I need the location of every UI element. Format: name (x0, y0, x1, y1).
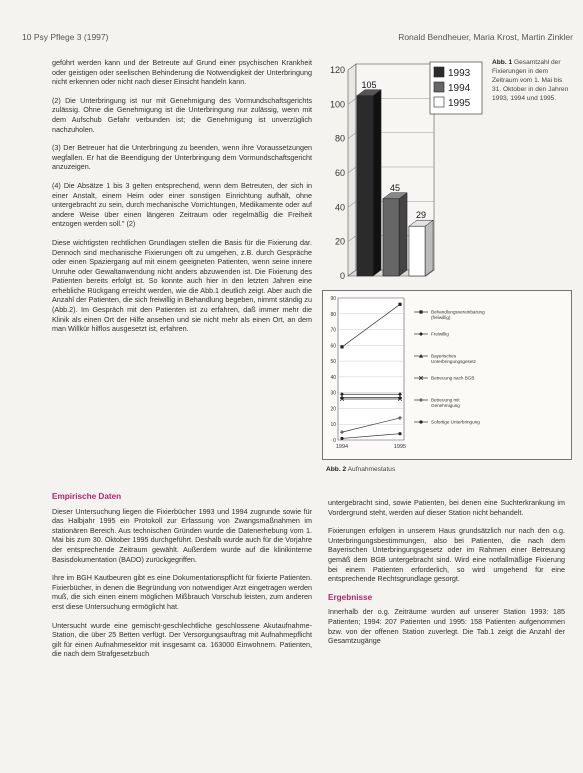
x-tick-label: 1995 (393, 444, 407, 450)
y-tick-label: 60 (330, 343, 336, 350)
admission-status-line-chart (322, 290, 572, 460)
section-heading: Ergebnisse (328, 592, 373, 602)
legend-label: 1994 (448, 83, 471, 94)
left-column-top (52, 58, 312, 343)
authors: Ronald Bendheuer, Maria Krost, Martin Zinkler (398, 32, 573, 42)
left-column-bottom (52, 492, 312, 668)
paragraph: Innerhalb der o.g. Zeiträume wurden auf unserer Station 1993: 185 Patienten; 1994: 207 Patienten und 1995: 158 Patienten aufgenommen bzw. von der offenen Station zuverlegt. Die Tab.1 zeigt die Anzahl der Gesamtzugänge (328, 607, 565, 646)
bar (357, 96, 373, 276)
paragraph: untergebracht sind, sowie Patienten, bei denen eine Suchterkrankung im Vordergrund steht, werden auf dieser Station nicht behandelt. (328, 498, 565, 517)
y-tick-label: 0 (339, 271, 345, 281)
paragraph: (2) Die Unterbringung ist nur mit Genehmigung des Vormundschaftsgerichts zulässig. Ohne die Genehmigung ist die Unterbringung nur zulässig, wenn mit dem Aufschub Gefahr verbunden ist; die Genehmigung ist unverzüglich nachzuholen. (52, 95, 312, 134)
legend-label-cont: (freiwillig) (431, 315, 451, 320)
series-marker (419, 420, 422, 423)
legend-label: 1995 (448, 98, 471, 109)
y-tick-label: 70 (330, 327, 336, 334)
legend-label-cont: Genehmigung (431, 403, 460, 408)
section-heading: Empirische Daten (52, 492, 122, 501)
legend-label: Betreuung mit (431, 397, 460, 403)
legend-label: 1993 (448, 68, 471, 79)
paragraph: (4) Die Absätze 1 bis 3 gelten entsprechend, wenn dem Betreuten, der sich in einer Anstalt, einem Heim oder einer sonstigen Einrichtung aufhält, ohne untergebracht zu sein, durch mechanische Vorrichtungen, Medikamente oder auf andere Weise über einen längeren Zeitraum oder regelmäßig die Freiheit entzogen werden soll." (2) (52, 180, 312, 229)
y-tick-label: 20 (334, 236, 345, 247)
figure1-label: Abb. 1 (492, 59, 513, 66)
fixation-bar-chart (322, 58, 484, 283)
series-marker (398, 303, 401, 306)
series-marker (419, 310, 422, 313)
figure2-text: Aufnahmestatus (347, 466, 396, 473)
plot-area (338, 298, 404, 440)
journal-issue: 10 Psy Pflege 3 (1997) (22, 32, 109, 42)
legend-label: Behandlungsvereinbarung (431, 309, 485, 315)
y-tick-label: 50 (330, 359, 336, 366)
y-tick-label: 60 (334, 168, 345, 178)
bar (383, 199, 399, 276)
bar-side (373, 90, 381, 276)
paragraph: Ihre im BGH Kautbeuren gibt es eine Dokumentationspflicht für fixierte Patienten. Fixierbücher, in denen die Begründung von notwendiger Arzt eingetragen werden muß, die sich einen einem möglichen Mißbrauch Vorschub leisten, zum anderen erst diese Untersuchung ermöglicht hat. (52, 573, 312, 611)
paragraph: Diese wichtigsten rechtlichen Grundlagen stellen die Basis für die Fixierung dar. Dennoch sind mechanische Fixierungen oft zu umgehen, z.B. durch Gespräche oder einen Spaziergang auf mit einem geeigneten Patienten, wenn seine innere Unruhe oder Gewaltanwendung nicht anders abzuwenden ist. Die Fixierung des Patienten bereits erfolgt ist. So konnte auch hier in den letzten Jahren eine erhebliche Rückgang erreicht werden, wie die Abb.1 deutlich zeigt. Aber auch die Anzahl der Patienten, die sich freiwillig in Behandlung begeben, nimmt ständig zu (Abb.2). Im Gespräch mit den Patienten ist zu erfahren, daß immer mehr die Klinik als einen Ort der Hilfe ansehen und sie nicht mehr als einen Ort, an dem man Willkür hilflos ausgesetzt ist, erfahren. (52, 237, 312, 334)
running-header (22, 32, 573, 44)
figure1-caption (492, 58, 570, 103)
x-tick-label: 1994 (335, 444, 349, 450)
paragraph: Dieser Untersuchung liegen die Fixierbücher 1993 und 1994 zugrunde sowie für das Halbjahr 1995 ein Protokoll zur Erfassung von Zwangsmaßnahmen im stationären Bereich. Aus technischen Gründen wurde die Datenerhebung vom 1. Mai bis zum 30. Oktober 1995 durchgeführt. Deshalb wurde auch für die Vorjahre der entsprechende Zeitraum gewählt. Außerdem wurde auf die klinikinterne Basisdokumentation (BADO) zurückgegriffen. (52, 506, 312, 564)
figure2-label: Abb. 2 (326, 466, 347, 473)
paragraph: Untersucht wurde eine gemischt-geschlechtliche geschlossene Akutaufnahme-Station, die über 25 Betten verfügt. Der Versorgungsauftrag mit Aufnahmepflicht gilt für einen Aufnahmesektor mit insgesamt ca. 163000 Einwohnern. Patienten, die nach dem Strafgesetzbuch (52, 620, 312, 659)
series-marker (398, 432, 401, 435)
legend-label: Sofortige Unterbringung (431, 419, 480, 425)
y-tick-label: 0 (333, 438, 336, 444)
series-marker (340, 345, 343, 348)
bar-side (425, 220, 433, 276)
legend-label: Bayerisches (431, 353, 457, 359)
legend-swatch (434, 67, 444, 77)
right-column (328, 498, 565, 655)
paragraph: Fixierungen erfolgen in unserem Haus grundsätzlich nur nach den o.g. Unterbringungsbestimmungen, also bei Patienten, die nach dem Bayerischen Unterbringungsgesetz oder im Rahmen einer Betreuung gemäß dem BGB untergebracht sind. Wird eine notfallmäßige Fixierung bei einem Patienten erforderlich, so wird umgehend für eine entsprechende Rechtsgrundlage gesorgt. (328, 526, 565, 584)
y-tick-label: 30 (330, 390, 336, 397)
y-tick-label: 80 (330, 311, 336, 318)
y-tick-label: 80 (334, 133, 345, 144)
y-tick-label: 20 (330, 406, 336, 413)
figure2-caption (326, 465, 526, 474)
paragraph: (3) Der Betreuer hat die Unterbringung zu beenden, wenn ihre Voraussetzungen wegfallen. Er hat die Beendigung der Unterbringung dem Vormundschaftsgericht anzuzeigen. (52, 143, 312, 172)
legend-label-cont: Unterbringungsgesetz (431, 359, 476, 364)
y-tick-label: 90 (330, 296, 336, 302)
bar (409, 226, 425, 276)
y-tick-label: 10 (330, 422, 336, 429)
y-tick-label: 120 (329, 65, 345, 75)
figure1-text: Gesamtzahl der Fixierungen in dem Zeitraum vom 1. Mai bis 31. Oktober in den Jahren 1993, 1994 und 1995. (492, 59, 569, 102)
legend-swatch (434, 82, 444, 92)
legend-swatch (434, 97, 444, 107)
bar-data-label: 45 (389, 182, 401, 193)
y-tick-label: 100 (329, 99, 345, 110)
y-tick-label: 40 (330, 374, 336, 381)
legend-label: Freiwillig (431, 331, 449, 337)
legend-label: Betreuung nach BGB (431, 375, 475, 381)
bar-side (399, 193, 407, 276)
bar-data-label: 105 (361, 79, 377, 90)
y-tick-label: 40 (334, 202, 345, 213)
bar-data-label: 29 (415, 210, 427, 221)
series-marker (340, 437, 343, 440)
paragraph: geführt werden kann und der Betreute auf Grund einer psychischen Krankheit oder geistigen oder seelischen Behinderung die Notwendigkeit der Unterbringung nicht erkennen oder nicht nach dieser Einsicht handeln kann. (52, 58, 312, 87)
